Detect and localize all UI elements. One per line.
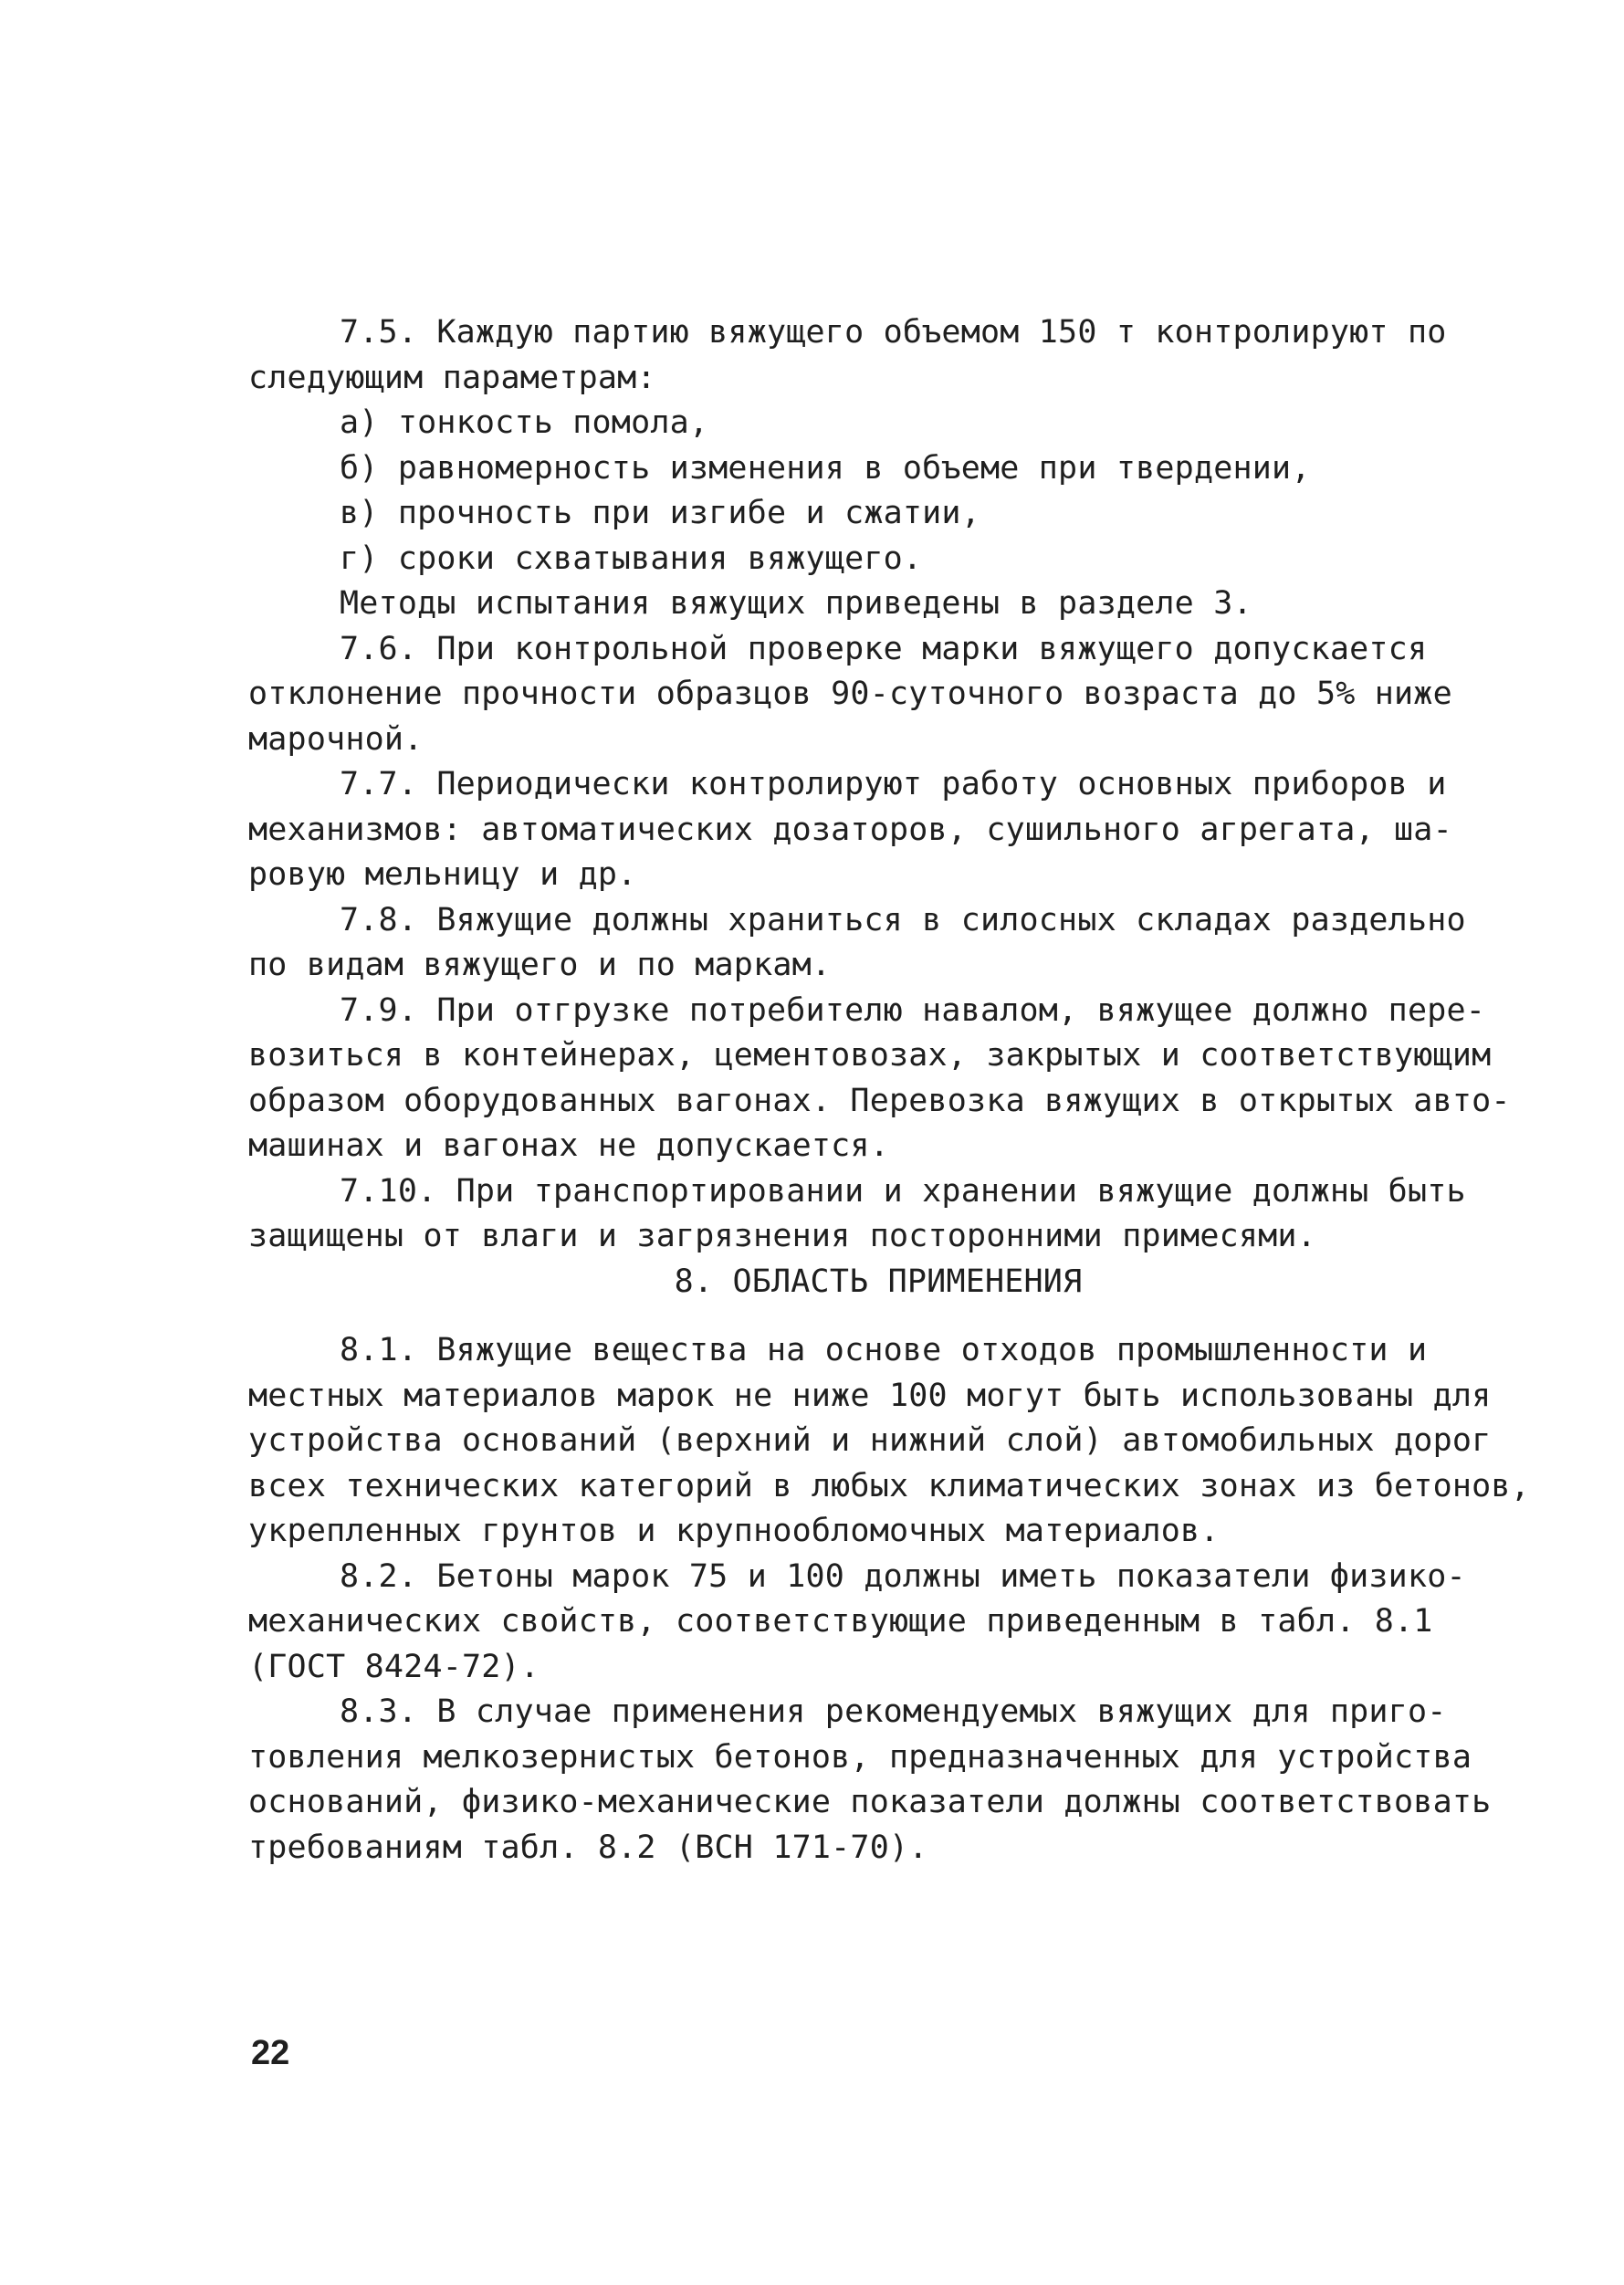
paragraph-8-3-line-2: товления мелкозернистых бетонов, предназначенных для устройства — [248, 1738, 1472, 1776]
methods-line: Методы испытания вяжущих приведены в разделе 3. — [340, 585, 1252, 622]
paragraph-7-7-line-3: ровую мельницу и др. — [248, 856, 637, 893]
paragraph-8-3-line-1: 8.3. В случае применения рекомендуемых вяжущих для приго- — [340, 1693, 1447, 1730]
paragraph-7-7-line-1: 7.7. Периодически контролируют работу основных приборов и — [340, 766, 1447, 802]
paragraph-8-1-line-3: устройства оснований (верхний и нижний слой) автомобильных дорог — [248, 1422, 1492, 1459]
list-item-v: в) прочность при изгибе и сжатии, — [340, 495, 980, 531]
paragraph-7-5-line-1: 7.5. Каждую партию вяжущего объемом 150 т контролируют по — [340, 314, 1447, 351]
paragraph-8-1-line-4: всех технических категорий в любых климатических зонах из бетонов, — [248, 1467, 1530, 1504]
paragraph-8-2-line-1: 8.2. Бетоны марок 75 и 100 должны иметь показатели физико- — [340, 1557, 1466, 1595]
document-body — [248, 310, 1530, 1871]
paragraph-8-1-line-2: местных материалов марок не ниже 100 могут быть использованы для — [248, 1377, 1492, 1414]
paragraph-8-2-line-2: механических свойств, соответствующие приведенным в табл. 8.1 — [248, 1603, 1433, 1640]
paragraph-7-10-line-2: защищены от влаги и загрязнения посторонними примесями. — [248, 1218, 1316, 1254]
paragraph-7-6-line-1: 7.6. При контрольной проверке марки вяжущего допускается — [340, 630, 1428, 667]
paragraph-7-7-line-2: механизмов: автоматических дозаторов, сушильного агрегата, ша- — [248, 811, 1452, 848]
paragraph-7-6-line-2: отклонение прочности образцов 90-суточного возраста до 5% ниже — [248, 676, 1452, 712]
paragraph-7-9-line-1: 7.9. При отгрузке потребителю навалом, вяжущее должно пере- — [340, 991, 1486, 1029]
paragraph-7-10-line-1: 7.10. При транспортировании и хранении вяжущие должны быть — [340, 1172, 1466, 1210]
paragraph-8-1-line-5: укрепленных грунтов и крупнообломочных материалов. — [248, 1513, 1220, 1549]
paragraph-7-9-line-2: возиться в контейнерах, цементовозах, закрытых и соответствующим — [248, 1037, 1492, 1074]
paragraph-8-3-line-3: оснований, физико-механические показатели должны соответствовать — [248, 1784, 1492, 1820]
section-heading: 8. ОБЛАСТЬ ПРИМЕНЕНИЯ — [674, 1263, 1083, 1300]
paragraph-7-5-line-2: следующим параметрам: — [248, 359, 656, 396]
paragraph-7-9-line-3: образом оборудованных вагонах. Перевозка вяжущих в открытых авто- — [248, 1082, 1511, 1119]
list-item-g: г) сроки схватывания вяжущего. — [340, 540, 923, 577]
list-item-a: а) тонкость помола, — [340, 404, 709, 441]
heading-spacer — [248, 1305, 1508, 1328]
paragraph-7-8-line-1: 7.8. Вяжущие должны храниться в силосных складах раздельно — [340, 901, 1466, 938]
paragraph-8-3-line-4: требованиям табл. 8.2 (ВСН 171-70). — [248, 1829, 928, 1866]
list-item-b: б) равномерность изменения в объеме при твердении, — [340, 449, 1311, 487]
paragraph-7-8-line-2: по видам вяжущего и по маркам. — [248, 947, 832, 983]
paragraph-7-9-line-4: машинах и вагонах не допускается. — [248, 1127, 889, 1164]
paragraph-8-2-line-3: (ГОСТ 8424-72). — [248, 1648, 540, 1685]
paragraph-7-6-line-3: марочной. — [248, 720, 424, 758]
page-number: 22 — [251, 2034, 290, 2072]
paragraph-8-1-line-1: 8.1. Вяжущие вещества на основе отходов промышленности и — [340, 1332, 1428, 1368]
